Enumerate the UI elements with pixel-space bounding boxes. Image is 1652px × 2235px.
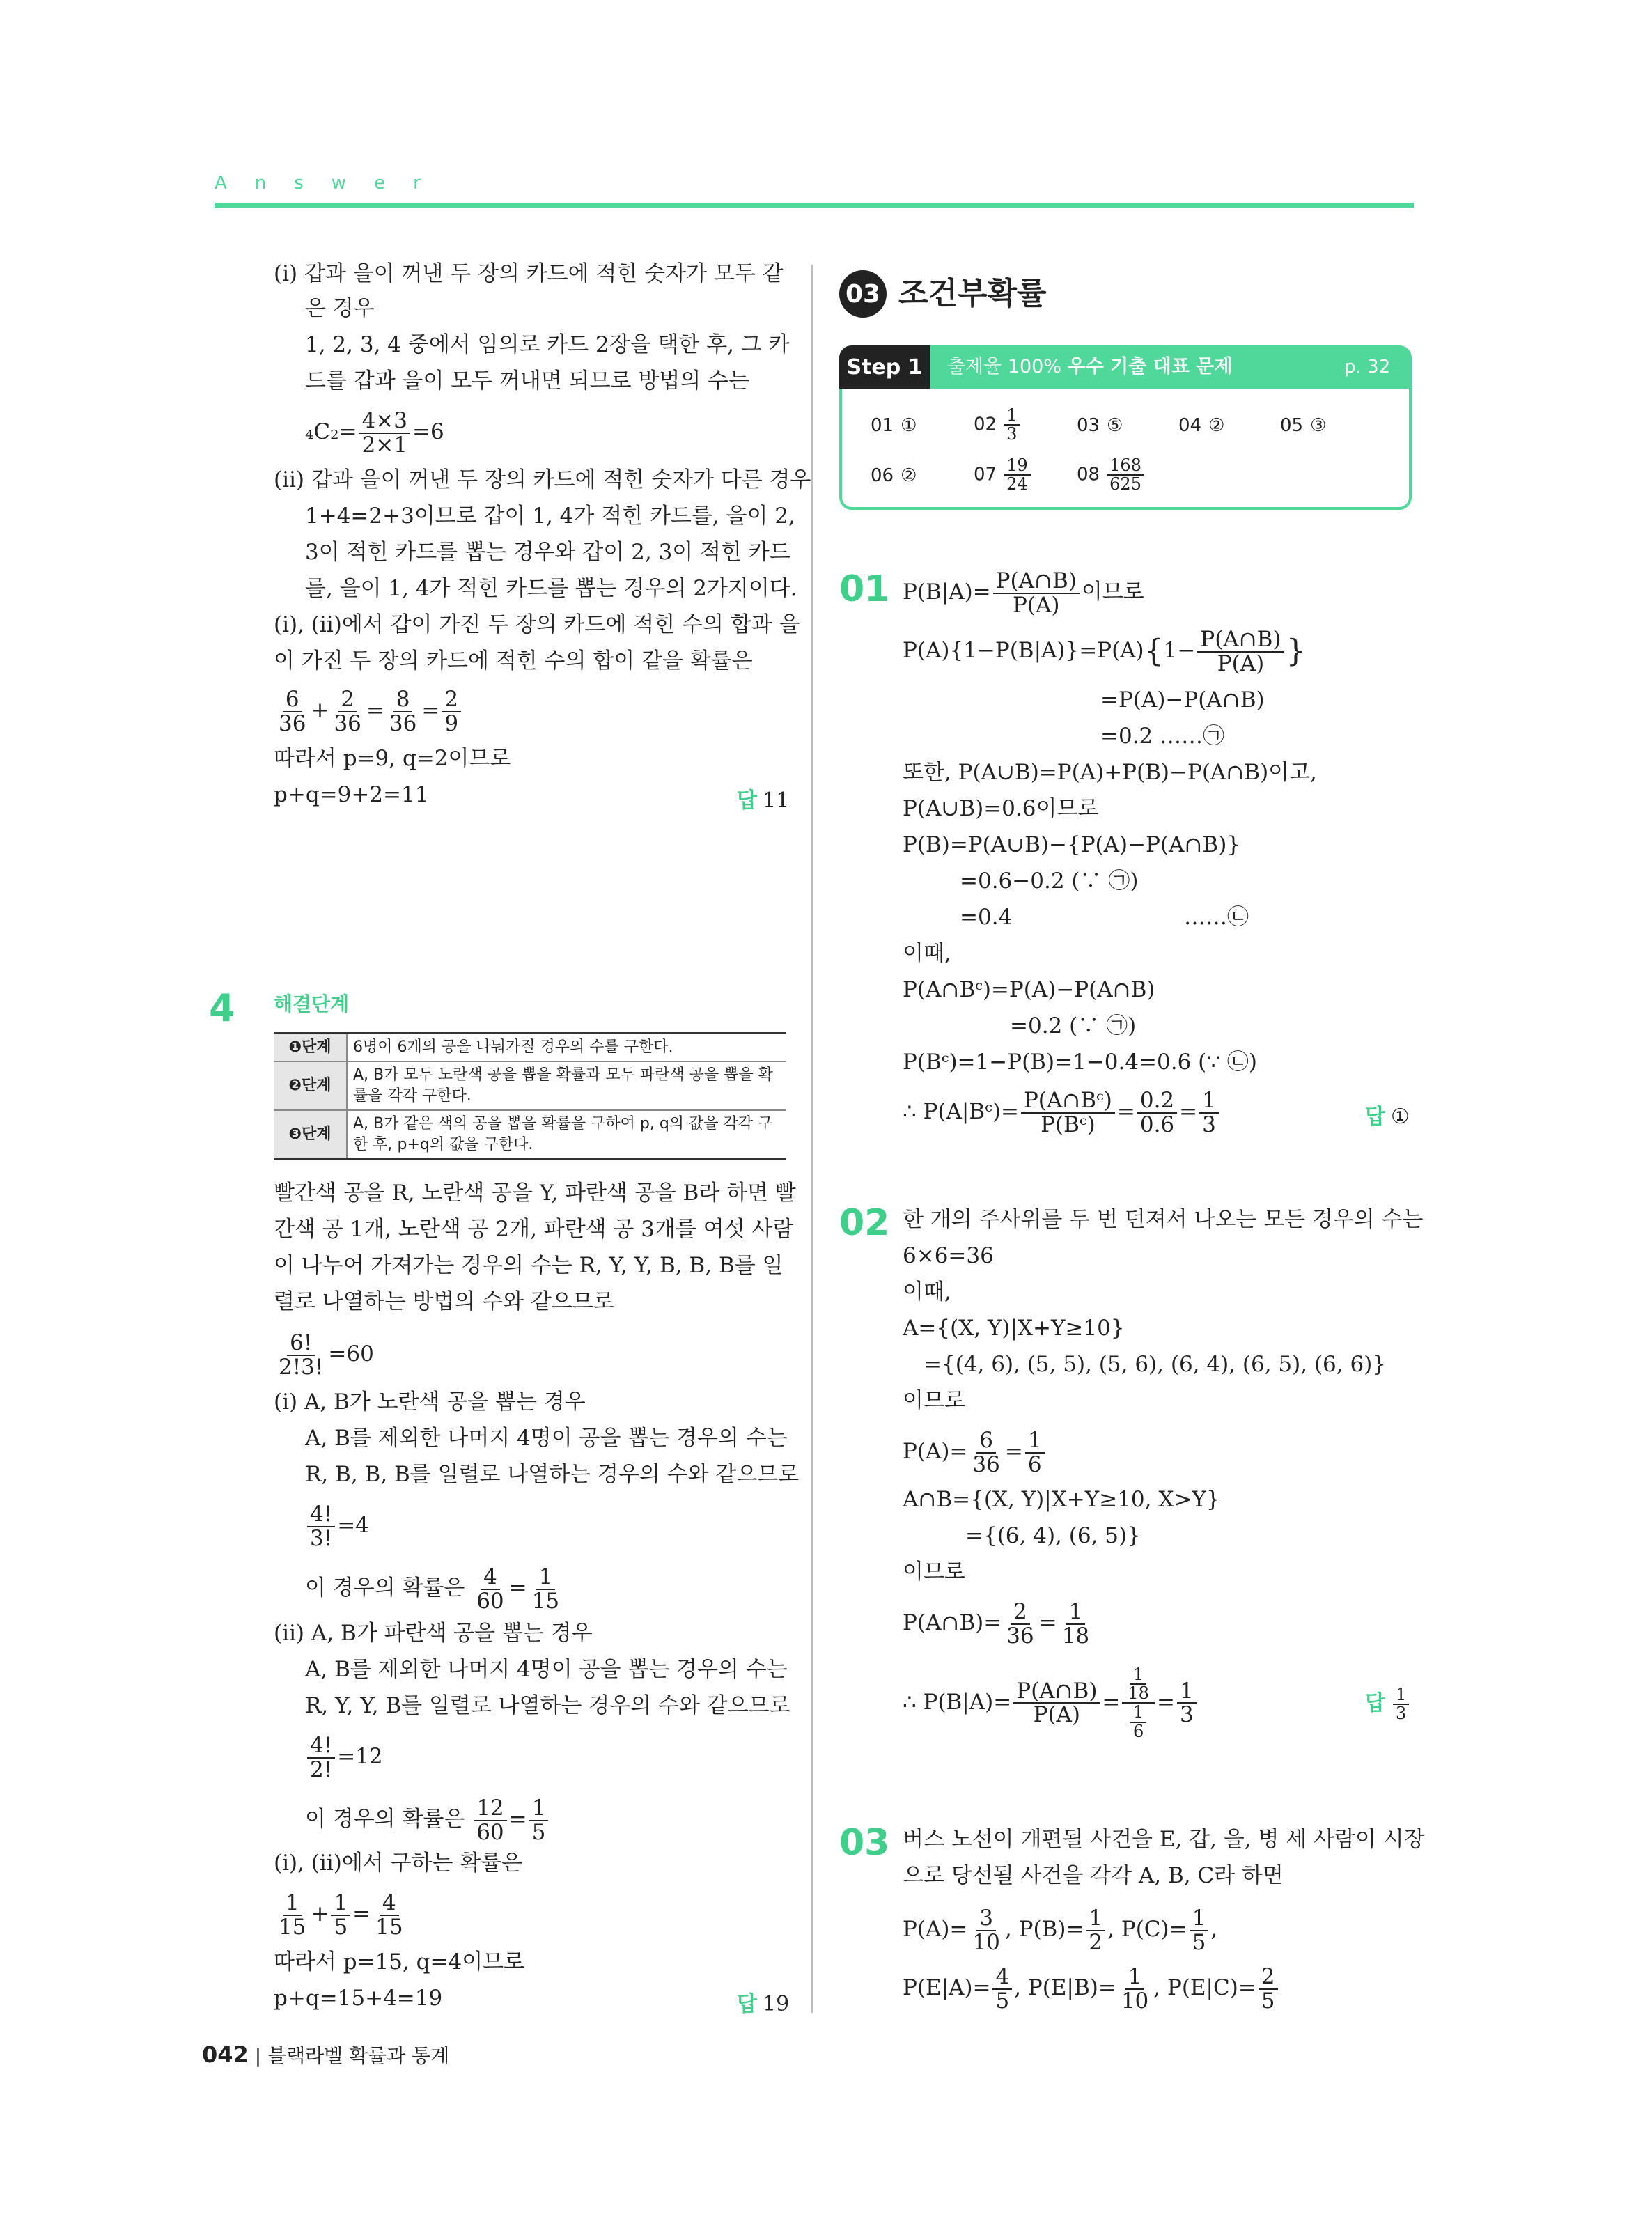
step-item: 07 $\frac{19}{24}$ (974, 457, 1033, 493)
comb-tail: =6 (412, 419, 444, 445)
factorial-12: $\frac{4!}{2!}$ =12 (305, 1734, 383, 1781)
step-item: 06 ② (871, 465, 917, 486)
section-title: 조건부확률 (898, 276, 1047, 311)
stage-title: 해결단계 (274, 992, 350, 1015)
step-item: 08 $\frac{168}{625}$ (1077, 457, 1146, 493)
text-line: R, B, B, B를 일렬로 나열하는 경우의 수와 같으므로 (305, 1462, 800, 1487)
stage-table (274, 1032, 786, 1160)
answer-01: 답 ① (1365, 1105, 1410, 1129)
q01-line: 이때, (903, 941, 951, 966)
question-number-02: 02 (839, 1202, 890, 1244)
q02-line: 이므로 (903, 1388, 965, 1413)
section-number: 03 (839, 270, 887, 318)
q02-line: ={(6, 4), (6, 5)} (965, 1523, 1141, 1548)
step-item: 01 ① (871, 415, 917, 436)
answer-02: 답 $\frac{1}{3}$ (1365, 1685, 1411, 1722)
question-number-01: 01 (839, 568, 890, 610)
q02-line: A∩B={(X, Y)|X+Y≥10, X>Y} (903, 1487, 1220, 1512)
q02-line: 이므로 (903, 1559, 965, 1584)
q01-line: ∴ P(A|Bᶜ)= $\frac{\text{P(A∩Bᶜ)}}{\text{P(Bᶜ)}}$ = $\frac{0.2}{0.6}$ = $\frac{1}{3}$ (903, 1089, 1221, 1136)
q02-line: P(A∩B)= $\frac{2}{36}$ = $\frac{1}{18}$ (903, 1599, 1090, 1649)
text-line: 따라서 p=9, q=2이므로 (274, 746, 511, 771)
step-item: 04 ② (1178, 415, 1225, 436)
text-line: 빨간색 공을 R, 노란색 공을 Y, 파란색 공을 B라 하면 빨 (274, 1181, 796, 1206)
stage-key: ❷단계 (274, 1061, 347, 1110)
step-description: 출제율 100% 우수 기출 대표 문제 (947, 356, 1233, 377)
fraction: $\frac{4\times 3}{2\times 1}$ (359, 410, 410, 456)
q02-line: 한 개의 주사위를 두 번 던져서 나오는 모든 경우의 수는 (903, 1207, 1424, 1232)
text-line: (ⅰ), (ⅱ)에서 갑이 가진 두 장의 카드에 적힌 수의 합과 을 (274, 612, 800, 637)
q01-line: P(Bᶜ)=1−P(B)=1−0.4=0.6 (∵ ㉡) (903, 1050, 1257, 1075)
stage-value: A, B가 모두 노란색 공을 뽑을 확률과 모두 파란색 공을 뽑을 확률을 각각 구한다. (347, 1061, 786, 1110)
q02-line: P(A)= $\frac{6}{36}$ = $\frac{1}{6}$ (903, 1429, 1047, 1476)
stage-value: A, B가 같은 색의 공을 뽑을 확률을 구하여 p, q의 값을 각각 구한 후, p+q의 값을 구한다. (347, 1110, 786, 1160)
text-line: 따라서 p=15, q=4이므로 (274, 1949, 525, 1975)
q03-line: 으로 당선될 사건을 각각 A, B, C라 하면 (903, 1863, 1284, 1888)
text-line: 렬로 나열하는 방법의 수와 같으므로 (274, 1289, 614, 1314)
text-line: 1+4=2+3이므로 갑이 1, 4가 적힌 카드를, 을이 2, (305, 504, 795, 529)
q01-line: P(B|A)= $\frac{P(A\cap B)}{P(A)}$ 이므로 (903, 568, 1144, 618)
step-item: 05 ③ (1280, 415, 1327, 436)
q01-line: 또한, P(A∪B)=P(A)+P(B)−P(A∩B)이고, (903, 760, 1317, 785)
text-line: (ⅱ) A, B가 파란색 공을 뽑는 경우 (274, 1621, 593, 1646)
step-item: 02 $\frac{1}{3}$ (974, 407, 1022, 443)
text-line: A, B를 제외한 나머지 4명이 공을 뽑는 경우의 수는 (305, 1426, 788, 1451)
header-answer-label: Answer (215, 173, 449, 194)
step-page: p. 32 (1344, 357, 1391, 377)
text-line: 간색 공 1개, 노란색 공 2개, 파란색 공 3개를 여섯 사람 (274, 1217, 794, 1242)
q02-line: ={(4, 6), (5, 5), (5, 6), (6, 4), (6, 5), (6, 6)} (924, 1352, 1387, 1377)
text-line: (ⅱ) 갑과 을이 꺼낸 두 장의 카드에 적힌 숫자가 다른 경우 (274, 467, 811, 492)
q01-line: =0.2 ……㉠ (1100, 724, 1225, 749)
q02-line: A={(X, Y)|X+Y≥10} (903, 1316, 1125, 1341)
q01-line: =0.4 (960, 905, 1013, 930)
book-title: 블랙라벨 확률과 통계 (267, 2044, 450, 2067)
text-line: 드를 갑과 을이 모두 꺼내면 되므로 방법의 수는 (305, 368, 749, 394)
factorial-60: $\frac{6!}{2!3!}$ =60 (279, 1330, 374, 1380)
sum-equation-2: $\frac{1}{15}$ + $\frac{1}{5}$ = $\frac{4}{15}$ (279, 1890, 403, 1940)
footer: 042 | 블랙라벨 확률과 통계 (202, 2041, 450, 2068)
step-tag: Step 1 (839, 345, 930, 389)
stage-key: ❸단계 (274, 1110, 347, 1160)
text-line: 1, 2, 3, 4 중에서 임의로 카드 2장을 택한 후, 그 카 (305, 332, 790, 357)
text-line: R, Y, Y, B를 일렬로 나열하는 경우의 수와 같으므로 (305, 1693, 790, 1718)
q02-line: ∴ P(B|A)= $\frac{P(A\cap B)}{P(A)}$ = $\frac{\frac{1}{18}}{\frac{1}{6}}$ = $\frac{1}{3}$ (903, 1666, 1199, 1741)
q01-line: P(A∩Bᶜ)=P(A)−P(A∩B) (903, 977, 1155, 1002)
q01-line: P(A){1−P(B|A)}=P(A){1− $\frac{P(A\cap B)}{P(A)}$ } (903, 627, 1306, 676)
probability-2: 이 경우의 확률은 $\frac{12}{60}$ = $\frac{1}{5}$ (305, 1797, 550, 1844)
text-line: (ⅰ) 갑과 을이 꺼낸 두 장의 카드에 적힌 숫자가 모두 같 (274, 261, 784, 286)
final-equation-2: p+q=15+4=19 (274, 1986, 443, 2011)
step-item: 03 ⑤ (1077, 415, 1123, 436)
q01-line: P(A∪B)=0.6이므로 (903, 796, 1099, 821)
q01-line: =0.2 (∵ ㉠) (1010, 1013, 1137, 1038)
q01-line: ……㉡ (1184, 905, 1249, 930)
stage-value: 6명이 6개의 공을 나눠가질 경우의 수를 구한다. (347, 1034, 786, 1062)
text-line: A, B를 제외한 나머지 4명이 공을 뽑는 경우의 수는 (305, 1657, 788, 1682)
question-number-03: 03 (839, 1822, 890, 1864)
q03-line: P(E|A)= $\frac{4}{5}$ , P(E|B)= $\frac{1}{10}$ , P(E|C)= $\frac{2}{5}$ (903, 1965, 1280, 2012)
factorial-4: $\frac{4!}{3!}$ =4 (305, 1503, 369, 1550)
q01-line: =P(A)−P(A∩B) (1100, 687, 1265, 712)
column-divider (811, 265, 813, 2013)
q03-line: P(A)= $\frac{3}{10}$ , P(B)= $\frac{1}{2}$ , P(C)= $\frac{1}{5}$ , (903, 1906, 1218, 1955)
header-rule (215, 203, 1414, 208)
combination-equation (305, 410, 444, 456)
q01-line: =0.6−0.2 (∵ ㉠) (960, 869, 1139, 894)
page-number: 042 (202, 2041, 249, 2068)
q02-line: 6×6=36 (903, 1243, 994, 1268)
text-line: (ⅰ), (ⅱ)에서 구하는 확률은 (274, 1851, 523, 1876)
text-line: (ⅰ) A, B가 노란색 공을 뽑는 경우 (274, 1389, 586, 1415)
text-line: 이 나누어 가져가는 경우의 수는 R, Y, Y, B, B, B를 일 (274, 1253, 784, 1278)
final-equation: p+q=9+2=11 (274, 782, 429, 807)
q01-line: P(B)=P(A∪B)−{P(A)−P(A∩B)} (903, 832, 1241, 857)
text-line: 은 경우 (305, 296, 375, 321)
text-line: 를, 을이 1, 4가 적힌 카드를 뽑는 경우의 2가지이다. (305, 576, 797, 601)
text-line: 3이 적힌 카드를 뽑는 경우와 갑이 2, 3이 적힌 카드 (305, 540, 790, 565)
sum-equation: $\frac{6}{36}$ + $\frac{2}{36}$ = $\frac{8}{36}$ = $\frac{2}{9}$ (274, 688, 463, 735)
question-number-4: 4 (209, 986, 235, 1030)
q03-line: 버스 노선이 개편될 사건을 E, 갑, 을, 병 세 사람이 시장 (903, 1827, 1425, 1852)
text-line: 이 가진 두 장의 카드에 적힌 수의 합이 같을 확률은 (274, 648, 753, 673)
answer-11: 답 11 (737, 788, 790, 813)
comb-c: ₄C₂= (305, 419, 357, 445)
q02-line: 이때, (903, 1279, 951, 1305)
stage-key: ❶단계 (274, 1034, 347, 1062)
answer-19: 답 19 (737, 1992, 790, 2016)
probability-1: 이 경우의 확률은 $\frac{4}{60}$ = $\frac{1}{15}$ (305, 1564, 560, 1614)
